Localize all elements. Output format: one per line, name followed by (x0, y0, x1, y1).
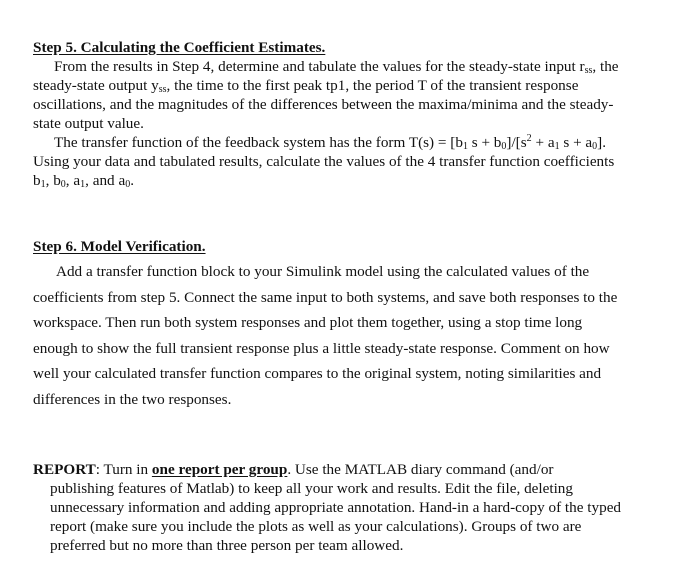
report-emphasis: one report per group (151, 461, 288, 478)
step6-line: Add a transfer function block to your Simulink model using the calculated values of the (56, 263, 590, 280)
step6-heading: Step 6. Model Verification. (33, 238, 206, 255)
report-line: unnecessary information and adding appropriate annotation. Hand-in a hard-copy of the typed (50, 499, 622, 516)
report-line: preferred but no more than three person per team allowed. (50, 537, 404, 554)
step5-p1-line2: steady-state output $y_{ss}$, the time to the first peak tp1, the period T of the transient response (33, 77, 579, 95)
report-line1: REPORT: Turn in one report per group. Use the MATLAB diary command (and/or (33, 461, 554, 478)
step5-p1-line4: state output value. (33, 115, 144, 132)
step6-line: well your calculated transfer function compares to the original system, noting similarities and (33, 365, 602, 382)
step6-line: differences in the two responses. (33, 390, 232, 408)
step5-p2-line2: Using your data and tabulated results, calculate the values of the 4 transfer function coefficients (33, 153, 615, 170)
step6-line: workspace. Then run both system responses and plot them together, using a stop time long (33, 314, 583, 331)
step5-p1-line1: From the results in Step 4, determine and tabulate the values for the steady-state input $r_{ss}$, the (54, 58, 619, 76)
report-label: REPORT (33, 461, 96, 478)
report-line: report (make sure you include the plots as well as your calculations). Groups of two are (50, 518, 582, 535)
step5-p2-line1: The transfer function of the feedback system has the form $T(s) = [b_1$ $s + b_0]/[s^2 + a_1$ $s + a_0$]. (54, 133, 607, 152)
report-line: publishing features of Matlab) to keep all your work and results. Edit the file, deleting (50, 480, 573, 497)
step5-p1-line3: oscillations, and the magnitudes of the differences between the maxima/minima and the steady- (33, 96, 614, 113)
step6-line: coefficients from step 5. Connect the same input to both systems, and save both responses to the (33, 288, 618, 306)
step5-p2-line3: $b_1$, $b_0$, $a_1$, and $a_0$. (33, 172, 134, 190)
step5-heading: Step 5. Calculating the Coefficient Estimates. (33, 39, 326, 56)
step6-line: enough to show the full transient response plus a little steady-state response. Comment on how (33, 339, 610, 357)
